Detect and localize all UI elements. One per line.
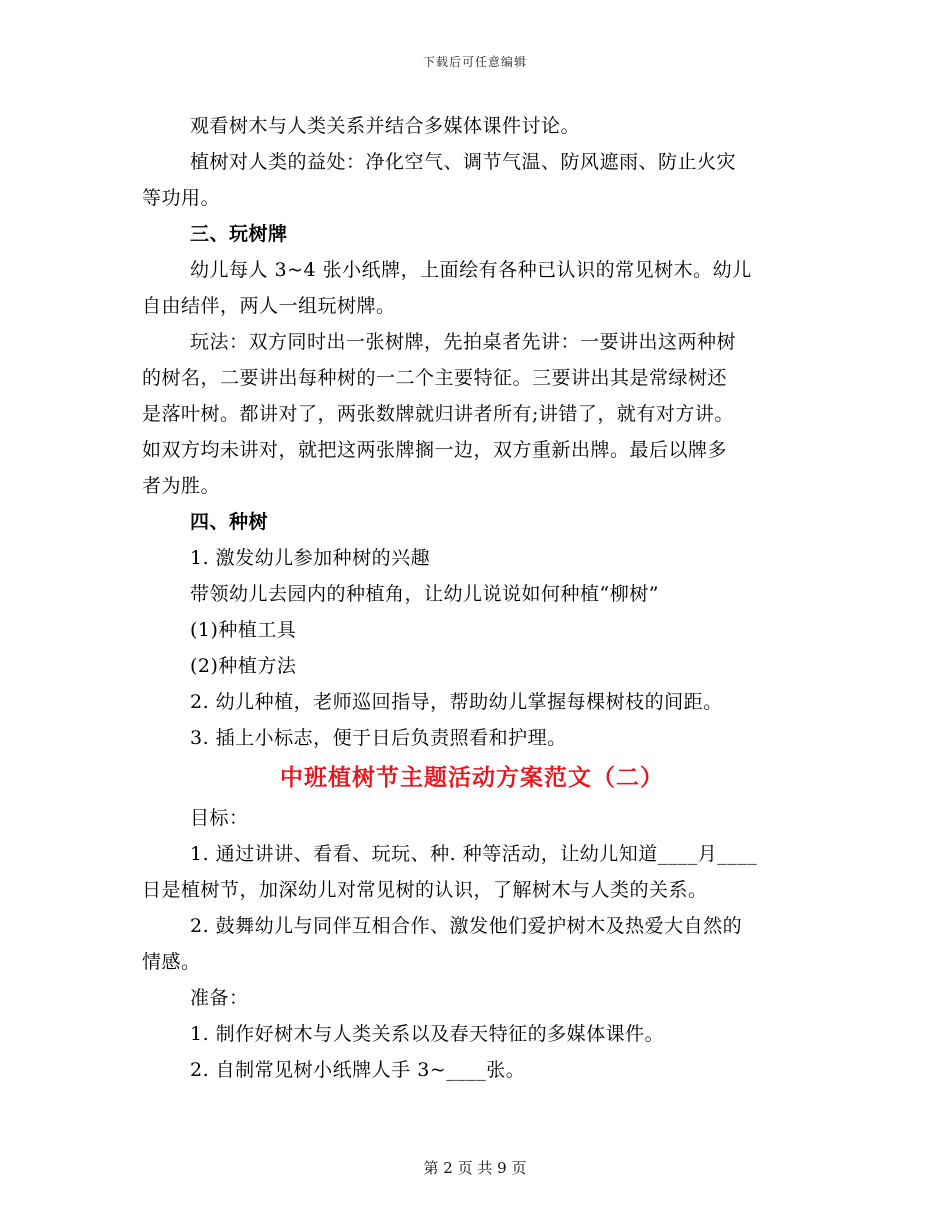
document-title: 中班植树节主题活动方案范文（二） [280, 764, 664, 791]
paragraph-line: 日是植树节，加深幼儿对常见树的认识，了解树木与人类的关系。 [142, 879, 708, 901]
list-item: 1. 激发幼儿参加种树的兴趣 [190, 547, 431, 569]
list-item: 2. 自制常见树小纸牌人手 3~____张。 [190, 1059, 526, 1081]
paragraph-line: 植树对人类的益处：净化空气、调节气温、防风遮雨、防止火灾 [190, 151, 737, 173]
paragraph-line: 目标： [190, 807, 249, 829]
list-item: 2. 幼儿种植，老师巡回指导，帮助幼儿掌握每棵树枝的间距。 [190, 691, 723, 713]
paragraph-line: 玩法：双方同时出一张树牌，先拍桌者先讲：一要讲出这两种树 [190, 331, 737, 353]
paragraph-line: 如双方均未讲对，就把这两张牌搁一边，双方重新出牌。最后以牌多 [142, 439, 728, 461]
paragraph-line: 是落叶树。都讲对了，两张数牌就归讲者所有;讲错了，就有对方讲。 [142, 403, 734, 425]
paragraph-line: 带领幼儿去园内的种植角，让幼儿说说如何种植“柳树” [190, 583, 659, 605]
list-item: (2)种植方法 [190, 655, 297, 677]
paragraph-line: 幼儿每人 3~4 张小纸牌，上面绘有各种已认识的常见树木。幼儿 [190, 259, 752, 281]
section-heading: 四、种树 [190, 511, 269, 533]
section-heading: 三、玩树牌 [190, 223, 288, 245]
list-item: 1. 通过讲讲、看看、玩玩、种. 种等活动，让幼儿知道____月____ [190, 843, 758, 865]
paragraph-line: 的树名，二要讲出每种树的一二个主要特征。三要讲出其是常绿树还 [142, 367, 728, 389]
list-item: 1. 制作好树木与人类关系以及春天特征的多媒体课件。 [190, 1023, 665, 1045]
page-header: 下载后可任意编辑 [422, 55, 527, 69]
paragraph-line: 准备： [190, 987, 249, 1009]
paragraph-line: 等功用。 [142, 187, 221, 209]
list-item: (1)种植工具 [190, 619, 297, 641]
paragraph-line: 观看树木与人类关系并结合多媒体课件讨论。 [190, 115, 581, 137]
paragraph-line: 者为胜。 [142, 475, 221, 497]
paragraph-line: 情感。 [142, 951, 201, 973]
document-body [142, 108, 802, 1088]
paragraph-line: 自由结伴，两人一组玩树牌。 [142, 295, 396, 317]
page-footer: 第 2 页 共 9 页 [423, 1159, 527, 1177]
list-item: 3. 插上小标志，便于日后负责照看和护理。 [190, 727, 567, 749]
list-item: 2. 鼓舞幼儿与同伴互相合作、激发他们爱护树木及热爱大自然的 [190, 915, 743, 937]
